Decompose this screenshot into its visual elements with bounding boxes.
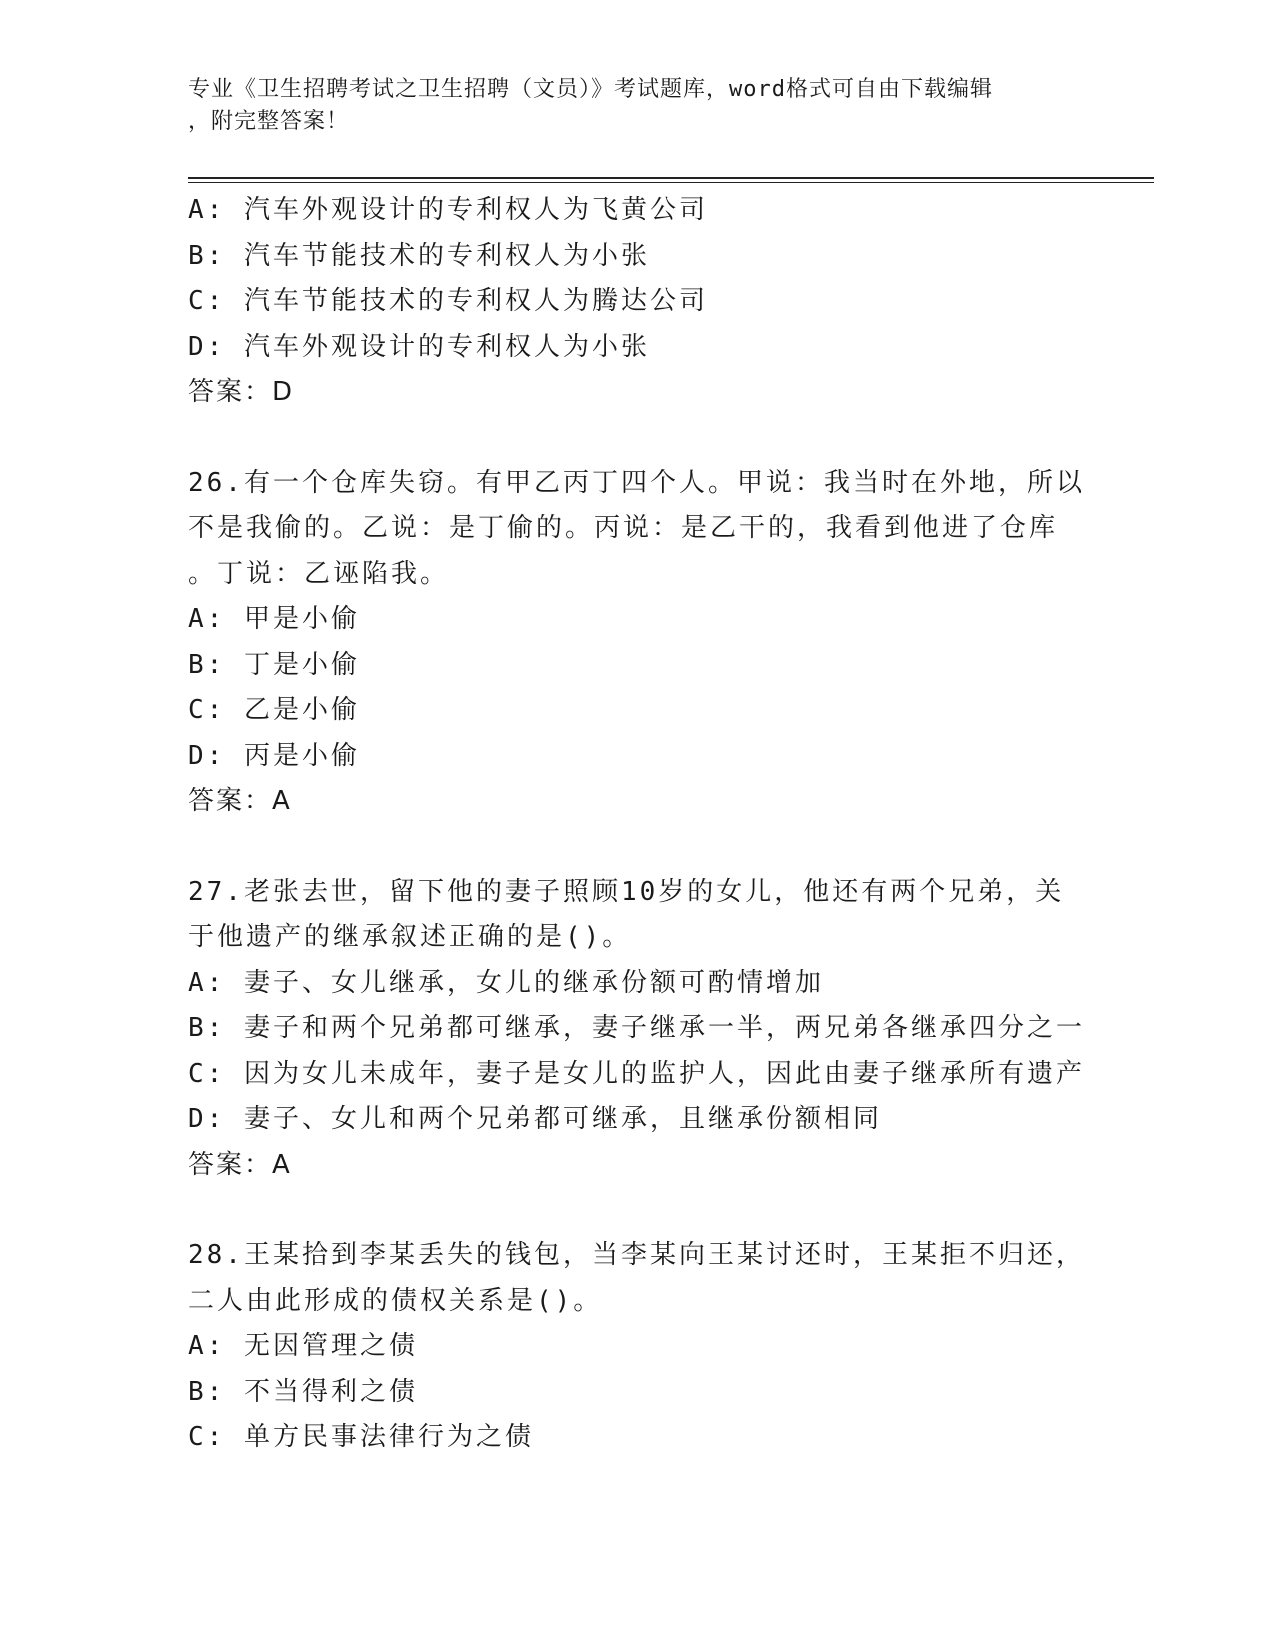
option-a: A: 甲是小偷 (188, 604, 360, 634)
answer-line: 答案：A (188, 786, 292, 816)
question-stem-line: 。丁说：乙诬陷我。 (188, 558, 450, 589)
spacer (188, 825, 1088, 870)
question-stem-line: 28.王某拾到李某丢失的钱包，当李某向王某讨还时，王某拒不归还， (188, 1240, 1085, 1270)
option-c: C: 单方民事法律行为之债 (188, 1422, 534, 1452)
header-divider-thick (188, 177, 1154, 179)
option-b: B: 汽车节能技术的专利权人为小张 (188, 240, 650, 271)
option-c: C: 汽车节能技术的专利权人为腾达公司 (188, 286, 708, 316)
question-stem-line: 27.老张去世，留下他的妻子照顾10岁的女儿，他还有两个兄弟，关 (188, 876, 1065, 907)
spacer (188, 416, 1088, 461)
answer-line: 答案：A (188, 1149, 292, 1180)
option-a: A: 妻子、女儿继承，女儿的继承份额可酌情增加 (188, 967, 824, 998)
question-27 (188, 870, 1088, 1189)
question-26 (188, 461, 1088, 825)
option-b: B: 不当得利之债 (188, 1376, 418, 1407)
header-line-1: 专业《卫生招聘考试之卫生招聘（文员）》考试题库，word格式可自由下载编辑 (188, 77, 993, 102)
option-d: D: 妻子、女儿和两个兄弟都可继承，且继承份额相同 (188, 1104, 882, 1134)
header-divider-thin (188, 182, 1154, 183)
document-header (188, 74, 1068, 138)
option-d: D: 丙是小偷 (188, 740, 360, 771)
question-stem-line: 二人由此形成的债权关系是()。 (188, 1285, 603, 1316)
option-a: A: 汽车外观设计的专利权人为飞黄公司 (188, 195, 708, 225)
header-line-2: ，附完整答案！ (188, 109, 350, 134)
question-stem-line: 不是我偷的。乙说：是丁偷的。丙说：是乙干的，我看到他进了仓库 (188, 513, 1059, 543)
question-stem-line: 于他遗产的继承叙述正确的是()。 (188, 922, 632, 952)
spacer (188, 1188, 1088, 1233)
question-stem-line: 26.有一个仓库失窃。有甲乙丙丁四个人。甲说：我当时在外地，所以 (188, 467, 1085, 498)
question-28 (188, 1233, 1088, 1461)
option-b: B: 妻子和两个兄弟都可继承，妻子继承一半，两兄弟各继承四分之一 (188, 1013, 1085, 1043)
option-b: B: 丁是小偷 (188, 649, 360, 680)
option-c: C: 乙是小偷 (188, 695, 360, 725)
option-d: D: 汽车外观设计的专利权人为小张 (188, 331, 650, 362)
option-a: A: 无因管理之债 (188, 1331, 418, 1361)
option-c: C: 因为女儿未成年，妻子是女儿的监护人，因此由妻子继承所有遗产 (188, 1058, 1085, 1089)
answer-line: 答案：D (188, 377, 295, 407)
question-list (188, 188, 1088, 1461)
question-25 (188, 188, 1088, 416)
